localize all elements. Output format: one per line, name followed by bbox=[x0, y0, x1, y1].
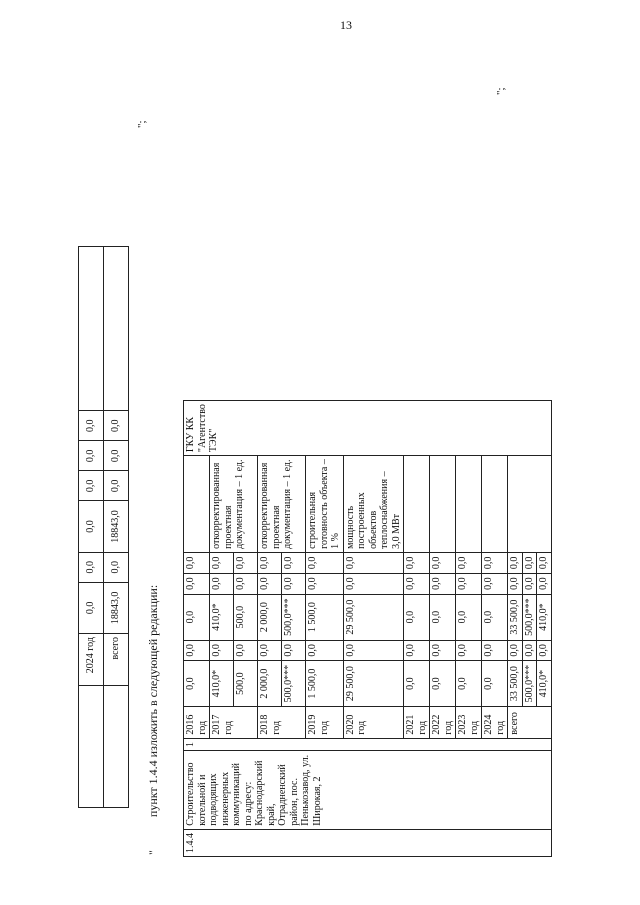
value-cell: 0,0 bbox=[234, 640, 258, 660]
value-cell: 500,0 bbox=[234, 594, 258, 640]
value-cell: 0,0 bbox=[537, 573, 552, 594]
year-cell: 2017 год bbox=[210, 707, 258, 738]
year-cell: 2021 год bbox=[404, 707, 430, 738]
table-cell: 0,0 bbox=[79, 411, 104, 441]
table-cell: 0,0 bbox=[79, 582, 104, 633]
value-cell: 0,0 bbox=[210, 552, 234, 573]
value-cell: 1 500,0 bbox=[306, 594, 344, 640]
table-cell: 18843,0 bbox=[104, 501, 129, 552]
value-cell: 410,0* bbox=[210, 661, 234, 707]
value-cell: 0,0 bbox=[482, 573, 508, 594]
value-cell: 500,0*** bbox=[282, 594, 306, 640]
value-cell: 0,0 bbox=[430, 640, 456, 660]
value-cell: 0,0 bbox=[456, 640, 482, 660]
value-cell: 0,0 bbox=[343, 640, 404, 660]
value-cell: 0,0 bbox=[508, 552, 523, 573]
value-cell: 0,0 bbox=[430, 594, 456, 640]
value-cell: 410,0* bbox=[537, 594, 552, 640]
table-cell bbox=[104, 686, 129, 808]
result-cell: откорректированная проектная документация – 1 ед. bbox=[210, 456, 258, 553]
object-name: Строительство котельной и подводящих инженерных коммуникаций по адресу: Краснодарский край, Отрадненский район, пос. Пенькозавод, ул. Широкая, 2 bbox=[184, 751, 552, 830]
value-cell: 0,0 bbox=[456, 552, 482, 573]
value-cell: 29 500,0 bbox=[343, 661, 404, 707]
top-table-wrap bbox=[78, 246, 129, 808]
table-cell: 0,0 bbox=[104, 471, 129, 501]
value-cell: 410,0* bbox=[537, 661, 552, 707]
table-cell: 0,0 bbox=[79, 471, 104, 501]
value-cell: 0,0 bbox=[343, 552, 404, 573]
value-cell: 33 500,0 bbox=[508, 661, 523, 707]
value-cell: 0,0 bbox=[258, 552, 282, 573]
table-cell: 0,0 bbox=[79, 501, 104, 552]
value-cell: 0,0 bbox=[210, 573, 234, 594]
year-cell: всего bbox=[508, 707, 552, 738]
agency-cell: ГКУ КК "Агентство ТЭК" bbox=[184, 401, 552, 456]
value-cell: 0,0 bbox=[234, 573, 258, 594]
year-cell: 2016 год bbox=[184, 707, 210, 738]
row-number: 1.4.4 bbox=[184, 829, 552, 856]
value-cell: 0,0 bbox=[282, 640, 306, 660]
year-cell: 2023 год bbox=[456, 707, 482, 738]
table-cell: 18843,0 bbox=[104, 582, 129, 633]
value-cell: 0,0 bbox=[404, 552, 430, 573]
result-cell: откорректированная проектная документация – 1 ед. bbox=[258, 456, 306, 553]
value-cell: 0,0 bbox=[258, 640, 282, 660]
value-cell: 0,0 bbox=[184, 640, 210, 660]
table-cell bbox=[79, 686, 104, 808]
table-row bbox=[184, 401, 210, 857]
value-cell: 0,0 bbox=[456, 573, 482, 594]
value-cell: 0,0 bbox=[184, 661, 210, 707]
value-cell: 0,0 bbox=[282, 552, 306, 573]
value-cell: 0,0 bbox=[404, 661, 430, 707]
value-cell: 0,0 bbox=[456, 661, 482, 707]
value-cell: 0,0 bbox=[508, 573, 523, 594]
value-cell: 0,0 bbox=[482, 594, 508, 640]
main-table bbox=[183, 400, 552, 857]
value-cell: 0,0 bbox=[184, 594, 210, 640]
table-row bbox=[79, 247, 104, 808]
result-cell: мощность построенных объектов теплоснабжения – 3,0 МВт bbox=[343, 456, 404, 553]
top-table bbox=[78, 246, 129, 808]
value-cell: 0,0 bbox=[306, 552, 344, 573]
value-cell: 0,0 bbox=[430, 661, 456, 707]
top-closing-quote: "; bbox=[136, 120, 148, 128]
flag-cell: 1 bbox=[184, 738, 552, 750]
value-cell: 0,0 bbox=[210, 640, 234, 660]
value-cell: 0,0 bbox=[537, 640, 552, 660]
value-cell: 1 500,0 bbox=[306, 661, 344, 707]
value-cell: 0,0 bbox=[184, 573, 210, 594]
result-cell bbox=[404, 456, 430, 553]
table-cell bbox=[104, 247, 129, 411]
value-cell: 2 000,0 bbox=[258, 594, 282, 640]
table-cell bbox=[79, 247, 104, 411]
result-cell bbox=[184, 456, 210, 553]
year-cell: 2022 год bbox=[430, 707, 456, 738]
value-cell: 33 500,0 bbox=[508, 594, 523, 640]
value-cell: 0,0 bbox=[234, 552, 258, 573]
value-cell: 0,0 bbox=[522, 640, 537, 660]
result-cell bbox=[508, 456, 552, 553]
table-cell: 0,0 bbox=[79, 441, 104, 471]
value-cell: 0,0 bbox=[482, 661, 508, 707]
value-cell: 0,0 bbox=[537, 552, 552, 573]
value-cell: 0,0 bbox=[522, 573, 537, 594]
heading-text: пункт 1.4.4 изложить в следующей редакции: bbox=[146, 584, 160, 818]
table-row bbox=[104, 247, 129, 808]
value-cell: 0,0 bbox=[258, 573, 282, 594]
value-cell: 0,0 bbox=[482, 640, 508, 660]
table-cell: 0,0 bbox=[104, 552, 129, 582]
year-cell: 2019 год bbox=[306, 707, 344, 738]
value-cell: 500,0*** bbox=[522, 594, 537, 640]
value-cell: 0,0 bbox=[430, 573, 456, 594]
value-cell: 500,0*** bbox=[282, 661, 306, 707]
year-cell: 2018 год bbox=[258, 707, 306, 738]
value-cell: 0,0 bbox=[306, 573, 344, 594]
section-heading bbox=[146, 585, 161, 855]
main-closing-quote: "; bbox=[495, 87, 507, 95]
value-cell: 410,0* bbox=[210, 594, 234, 640]
main-table-wrap bbox=[183, 400, 552, 857]
table-cell: 0,0 bbox=[104, 441, 129, 471]
page-number: 13 bbox=[340, 18, 352, 32]
value-cell: 0,0 bbox=[430, 552, 456, 573]
value-cell: 0,0 bbox=[522, 552, 537, 573]
result-cell: строительная готовность объекта – 1 % bbox=[306, 456, 344, 553]
value-cell: 500,0*** bbox=[522, 661, 537, 707]
value-cell: 0,0 bbox=[184, 552, 210, 573]
value-cell: 2 000,0 bbox=[258, 661, 282, 707]
year-cell: 2020 год bbox=[343, 707, 404, 738]
value-cell: 0,0 bbox=[508, 640, 523, 660]
result-cell bbox=[482, 456, 508, 553]
value-cell: 0,0 bbox=[482, 552, 508, 573]
value-cell: 0,0 bbox=[456, 594, 482, 640]
table-cell: 0,0 bbox=[104, 411, 129, 441]
value-cell: 500,0 bbox=[234, 661, 258, 707]
value-cell: 29 500,0 bbox=[343, 594, 404, 640]
value-cell: 0,0 bbox=[404, 573, 430, 594]
heading-open-quote: " bbox=[146, 850, 160, 855]
table-cell: 0,0 bbox=[79, 552, 104, 582]
year-cell: 2024 год bbox=[482, 707, 508, 738]
value-cell: 0,0 bbox=[404, 640, 430, 660]
value-cell: 0,0 bbox=[282, 573, 306, 594]
value-cell: 0,0 bbox=[306, 640, 344, 660]
value-cell: 0,0 bbox=[404, 594, 430, 640]
result-cell bbox=[430, 456, 456, 553]
table-cell: всего bbox=[104, 634, 129, 686]
value-cell: 0,0 bbox=[343, 573, 404, 594]
table-cell: 2024 год bbox=[79, 634, 104, 686]
result-cell bbox=[456, 456, 482, 553]
